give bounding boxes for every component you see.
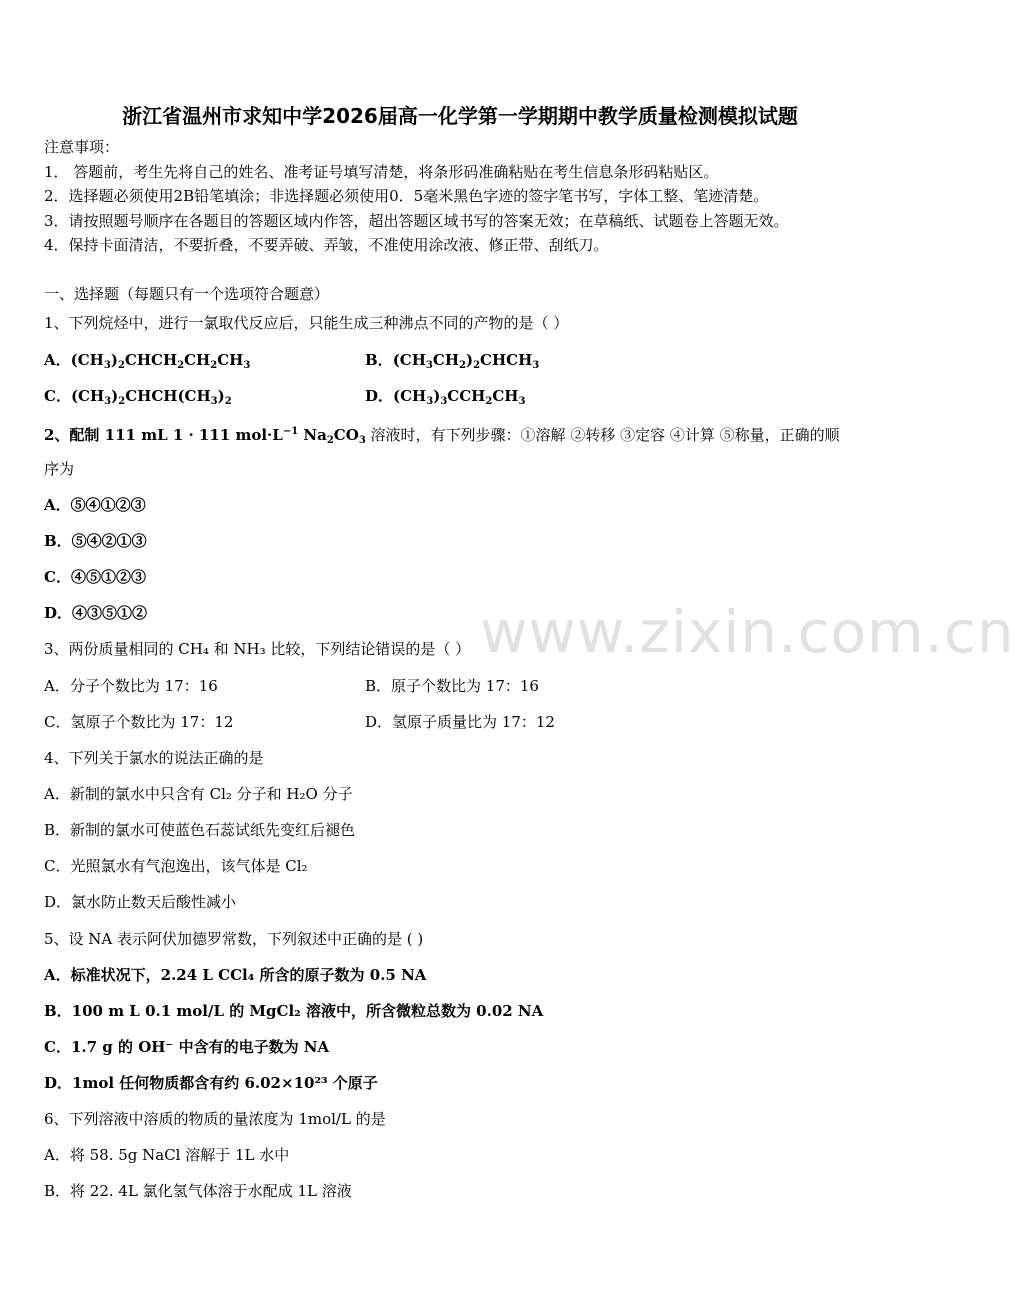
q2-stem-line2: 序为: [44, 460, 75, 478]
q4-stem: 4、下列关于氯水的说法正确的是: [44, 749, 264, 767]
q3-option-c: C．氢原子个数比为 17：12: [44, 713, 234, 731]
option-label: B．: [365, 351, 393, 369]
q2-stem-part: Na: [298, 426, 327, 444]
q2-stem-sub: 3: [358, 435, 366, 446]
q4-option-d: D．氯水防止数天后酸性减小: [44, 893, 237, 911]
formula-subscript: 2: [473, 360, 481, 371]
q5-option-a: A．标准状况下，2.24 L CCl₄ 所含的原子数为 0.5 NA: [44, 966, 427, 984]
formula-text: CHCH: [124, 351, 178, 369]
formula-text: ): [111, 387, 119, 405]
formula-subscript: 2: [224, 396, 232, 407]
q5-stem: 5、设 NA 表示阿伏加德罗常数，下列叙述中正确的是 ( ): [44, 930, 424, 948]
watermark: www.zixin.com.cn: [480, 598, 1015, 666]
q2-stem-part: CO: [333, 426, 359, 444]
formula-text: (CH: [70, 351, 104, 369]
formula-subscript: 3: [210, 396, 218, 407]
formula-text: CH: [217, 351, 244, 369]
q5-option-d: D．1mol 任何物质都含有约 6.02×10²³ 个原子: [44, 1074, 378, 1092]
formula-subscript: 3: [518, 396, 526, 407]
q1-d-formula: [393, 387, 525, 405]
formula-subscript: 3: [426, 396, 434, 407]
formula-subscript: 2: [117, 360, 125, 371]
formula-subscript: 3: [243, 360, 251, 371]
q6-stem: 6、下列溶液中溶质的物质的量浓度为 1mol/L 的是: [44, 1110, 386, 1128]
formula-text: (CH: [392, 351, 426, 369]
formula-text: ): [465, 351, 474, 369]
formula-text: CH: [184, 351, 211, 369]
option-label: C．: [44, 387, 71, 405]
q3-option-a: A．分子个数比为 17：16: [44, 677, 218, 695]
notice-heading: 注意事项：: [44, 138, 120, 156]
q2-stem-part: 溶液时，有下列步骤：①溶解 ②转移 ③定容 ④计算 ⑤称量，正确的顺: [365, 426, 840, 444]
formula-subscript: 3: [532, 360, 540, 371]
notice-item-1: 1． 答题前，考生先将自己的姓名、准考证号填写清楚，将条形码准确粘贴在考生信息条形码粘贴区。: [44, 163, 719, 181]
q1-option-d: [365, 386, 525, 412]
q1-b-formula: [393, 351, 540, 369]
formula-text: ): [217, 387, 225, 405]
q2-option-a: A．⑤④①②③: [44, 496, 146, 514]
formula-text: ): [110, 351, 118, 369]
formula-text: ): [433, 387, 441, 405]
q2-option-d: D．④③⑤①②: [44, 604, 148, 622]
q4-option-a: A．新制的氯水中只含有 Cl₂ 分子和 H₂O 分子: [44, 785, 353, 803]
q2-option-b: B．⑤④②①③: [44, 532, 147, 550]
q5-option-c: C．1.7 g 的 OH⁻ 中含有的电子数为 NA: [44, 1038, 330, 1056]
formula-subscript: 2: [118, 396, 126, 407]
formula-text: CCH: [447, 387, 486, 405]
formula-subscript: 3: [103, 360, 111, 371]
q2-stem-sup: −1: [282, 426, 299, 437]
formula-subscript: 2: [485, 396, 493, 407]
q3-option-d: D．氢原子质量比为 17：12: [365, 713, 555, 731]
q1-c-formula: [71, 387, 232, 405]
exam-title: 浙江省温州市求知中学2026届高一化学第一学期期中教学质量检测模拟试题: [122, 104, 798, 128]
formula-text: CH: [432, 351, 459, 369]
formula-text: CHCH(CH: [125, 387, 211, 405]
notice-item-3: 3．请按照题号顺序在各题目的答题区域内作答，超出答题区域书写的答案无效；在草稿纸、试题卷上答题无效。: [44, 212, 789, 230]
formula-subscript: 3: [425, 360, 433, 371]
q1-stem: 1、下列烷烃中，进行一氯取代反应后，只能生成三种沸点不同的产物的是（ ）: [44, 314, 569, 332]
formula-subscript: 3: [104, 396, 112, 407]
q2-option-c: C．④⑤①②③: [44, 568, 146, 586]
q6-option-a: A．将 58. 5g NaCl 溶解于 1L 水中: [44, 1146, 290, 1164]
section-heading: 一、选择题（每题只有一个选项符合题意）: [44, 285, 330, 303]
q4-option-b: B．新制的氯水可使蓝色石蕊试纸先变红后褪色: [44, 821, 356, 839]
formula-text: (CH: [70, 387, 105, 405]
q1-option-a: [44, 350, 250, 376]
q2-stem-part: 2、配制 111 mL 1 · 111 mol·L: [44, 426, 283, 444]
notice-item-4: 4．保持卡面清洁，不要折叠，不要弄破、弄皱，不准使用涂改液、修正带、刮纸刀。: [44, 236, 609, 254]
formula-subscript: 2: [459, 360, 466, 371]
formula-text: (CH: [393, 387, 427, 405]
q4-option-c: C．光照氯水有气泡逸出，该气体是 Cl₂: [44, 857, 308, 875]
q2-stem: [44, 422, 840, 451]
formula-subscript: 3: [440, 396, 448, 407]
q3-option-b: B．原子个数比为 17：16: [365, 677, 539, 695]
option-label: D．: [365, 387, 394, 405]
q5-option-b: B．100 m L 0.1 mol/L 的 MgCl₂ 溶液中，所含微粒总数为 0.02 NA: [44, 1002, 544, 1020]
option-label: A．: [44, 351, 71, 369]
q3-stem: 3、两份质量相同的 CH₄ 和 NH₃ 比较，下列结论错误的是（ ）: [44, 640, 471, 658]
q1-option-c: [44, 386, 232, 412]
formula-subscript: 2: [210, 360, 218, 371]
q2-stem-sub: 2: [326, 435, 334, 446]
q1-a-formula: [71, 351, 251, 369]
q1-option-b: [365, 350, 539, 376]
formula-text: CH: [492, 387, 519, 405]
formula-subscript: 2: [177, 360, 185, 371]
notice-item-2: 2．选择题必须使用2B铅笔填涂；非选择题必须使用0．5毫米黑色字迹的签字笔书写，字体工整、笔迹清楚。: [44, 187, 769, 205]
formula-text: CHCH: [480, 351, 533, 369]
q6-option-b: B．将 22. 4L 氯化氢气体溶于水配成 1L 溶液: [44, 1182, 352, 1200]
